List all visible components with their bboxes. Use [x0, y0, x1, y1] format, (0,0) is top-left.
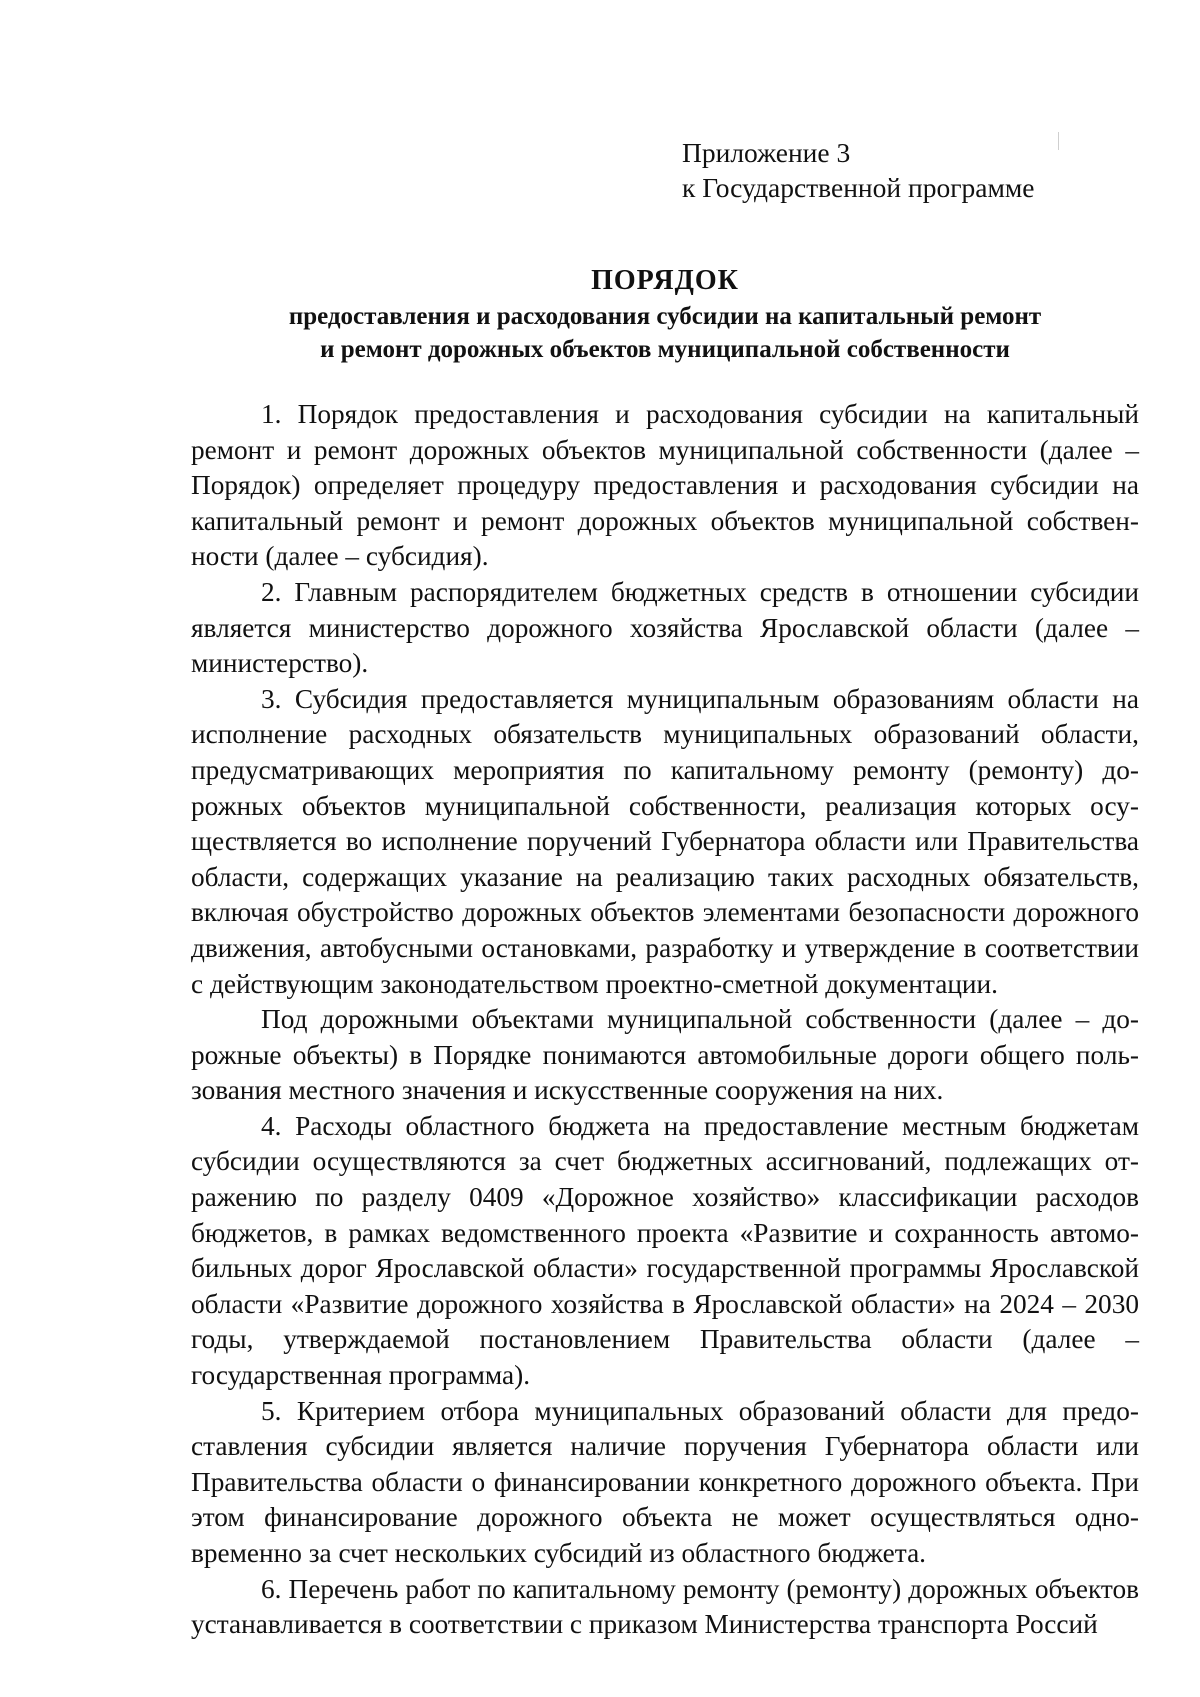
paragraph-6: 6. Перечень работ по капитальному ремонту (ремонту) дорожных объектов устанавливается в соответствии с приказом Министерства транспорта Россий [191, 1573, 1139, 1640]
paragraph-5: 5. Критерием отбора муниципальных образований области для предоставления субсидии является наличие поручения Губернатора области или Правительства области о финансировании конкретного дорожного объекта. При этом финансирование дорожного объекта не может осуществляться одновременно за счет нескольких субсидий из областного бюджета. [191, 1395, 1139, 1568]
document-title: ПОРЯДОК [591, 265, 739, 296]
paragraph-2: 2. Главным распорядителем бюджетных средств в отношении субсидии является министерство дорожного хозяйства Ярославской области (далее – министерство). [191, 576, 1139, 679]
paragraph-3-definition: Под дорожными объектами муниципальной собственности (далее – дорожные объекты) в Порядке понимаются автомобильные дороги общего пользования местного значения и искусственные сооружения на них. [191, 1004, 1139, 1106]
paragraph-1: 1. Порядок предоставления и расходования субсидии на капитальный ремонт и ремонт дорожных объектов муниципальной собственности (далее – Порядок) определяет процедуру предоставления и расходования субсидии на капитальный ремонт и ремонт дорожных объектов муниципальной собственности (далее – субсидия). [191, 399, 1139, 572]
appendix-number: Приложение 3 [682, 137, 851, 168]
document-body [191, 397, 1139, 1643]
appendix-reference [682, 135, 1034, 205]
paragraph-3: 3. Субсидия предоставляется муниципальным образованиям области на исполнение расходных обязательств муниципальных образований области, предусматривающих мероприятия по капитальному ремонту (ремонту) дорожных объектов муниципальной собственности, реализация которых осуществляется во исполнение поручений Губернатора области или Правительства области, содержащих указание на реализацию таких расходных обязательств, включая обустройство дорожных объектов элементами безопасности дорожного движения, автобусными остановками, разработку и утверждение в соответствии с действующим законодательством проектно-сметной документации. [191, 683, 1139, 999]
paragraph-4: 4. Расходы областного бюджета на предоставление местным бюджетам субсидии осуществляются за счет бюджетных ассигнований, подлежащих отражению по разделу 0409 «Дорожное хозяйство» классификации расходов бюджетов, в рамках ведомственного проекта «Развитие и сохранность автомобильных дорог Ярославской области» государственной программы Ярославской области «Развитие дорожного хозяйства в Ярославской области» на 2024 – 2030 годы, утверждаемой постановлением Правительства области (далее – государственная программа). [191, 1110, 1139, 1391]
document-subtitle-line-2: и ремонт дорожных объектов муниципальной собственности [320, 336, 1010, 363]
document-heading [190, 262, 1140, 366]
document-subtitle-line-1: предоставления и расходования субсидии на капитальный ремонт [288, 303, 1042, 330]
appendix-target: к Государственной программе [682, 172, 1035, 203]
scan-edge-mark [1058, 132, 1059, 150]
